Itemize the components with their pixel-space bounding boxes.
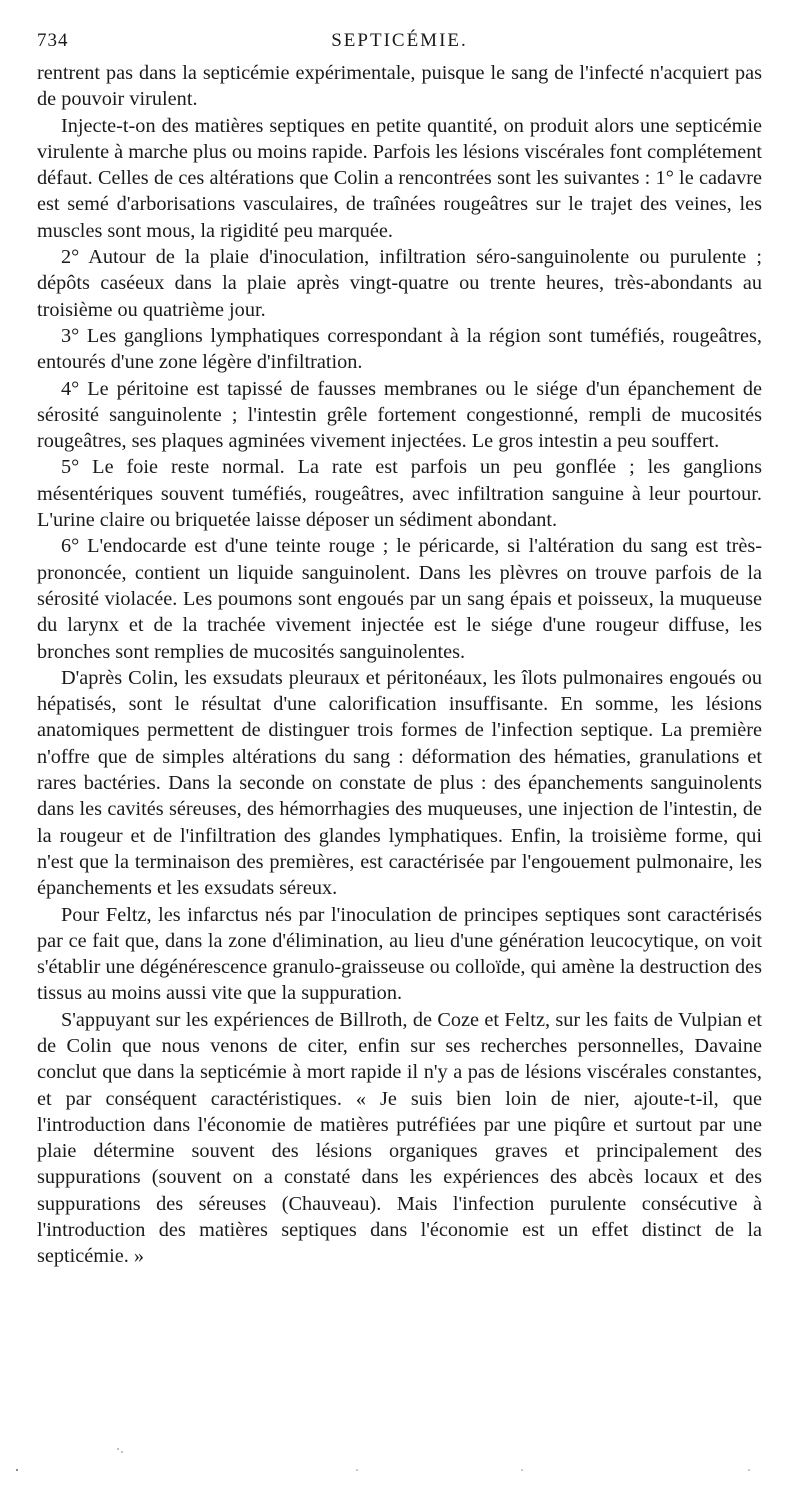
paragraph-virulent-septicemia: Injecte-t-on des matières septiques en petite quantité, on produit alors une septicémie virulente à marche plus ou moins rapide. Parfois les lésions viscérales font complétement défaut. Celles de ces altérations que Colin a rencontrées sont les suivantes : 1° le cadavre est semé d'arborisations vasculaires, de traînées rougeâtres sur le trajet des veines, les muscles sont mous, la rigidité peu marquée. <box>37 114 762 242</box>
paragraph-feltz: Pour Feltz, les infarctus nés par l'inoculation de principes septiques sont caractérisés par ce fait que, dans la zone d'élimination, au lieu d'une génération leucocytique, on voit s'établir une dégénérescence granulo-graisseuse ou colloïde, qui amène la destruction des tissus au moins aussi vite que la suppuration. <box>37 903 762 1005</box>
paragraph-lesion-2: 2° Autour de la plaie d'inoculation, infiltration séro-sanguinolente ou purulente ; dépôts caséeux dans la plaie après vingt-quatre ou trente heures, très-abondants au troisième ou quatrième jour. <box>37 246 762 321</box>
running-title: SEPTICÉMIE. <box>331 30 468 51</box>
body-text <box>37 60 762 1270</box>
paragraph-continuation: rentrent pas dans la septicémie expérimentale, puisque le sang de l'infecté n'acquiert pas de pouvoir virulent. <box>37 62 762 111</box>
scan-specks <box>0 1440 800 1480</box>
paragraph-lesion-3: 3° Les ganglions lymphatiques correspondant à la région sont tuméfiés, rougeâtres, entourés d'une zone légère d'infiltration. <box>37 324 762 374</box>
running-head <box>37 30 762 60</box>
paragraph-davaine: S'appuyant sur les expériences de Billroth, de Coze et Feltz, sur les faits de Vulpian et de Colin que nous venons de citer, enfin sur ses recherches personnelles, Davaine conclut que dans la septicémie à mort rapide il n'y a pas de lésions viscérales constantes, et par conséquent caractéristiques. « Je suis bien loin de nier, ajoute-t-il, que l'introduction dans l'économie de matières putréfiées par une piqûre et surtout par une plaie détermine souvent des lésions organiques graves et principalement des suppurations (souvent on a constaté dans les expériences des abcès locaux et des suppurations des séreuses (Chauveau). Mais l'infection purulente consécutive à l'introduction des matières septiques dans l'économie est un effet distinct de la septicémie. » <box>37 1008 762 1268</box>
paragraph-lesion-5: 5° Le foie reste normal. La rate est parfois un peu gonflée ; les ganglions mésentériques souvent tuméfiés, rougeâtres, avec infiltration sanguine à leur pourtour. L'urine claire ou briquetée laisse déposer un sédiment abondant. <box>37 456 762 532</box>
paragraph-lesion-4: 4° Le péritoine est tapissé de fausses membranes ou le siége d'un épanchement de sérosité sanguinolente ; l'intestin grêle fortement congestionné, rempli de mucosités rougeâtres, ses plaques agminées vivement injectées. Le gros intestin a peu souffert. <box>37 377 762 453</box>
paragraph-lesion-6: 6° L'endocarde est d'une teinte rouge ; le péricarde, si l'altération du sang est très-prononcée, contient un liquide sanguinolent. Dans les plèvres on trouve parfois de la sérosité violacée. Les poumons sont engoués par un sang épais et poisseux, la muqueuse du larynx et de la trachée vivement injectée est le siége d'une rougeur diffuse, les bronches sont remplies de mucosités sanguinolentes. <box>37 535 762 663</box>
book-page <box>37 30 762 1270</box>
paragraph-colin: D'après Colin, les exsudats pleuraux et péritonéaux, les îlots pulmonaires engoués ou hépatisés, sont le résultat d'une calorification insuffisante. En somme, les lésions anatomiques permettent de distinguer trois formes de l'infection septique. La première n'offre que de simples altérations du sang : déformation des hématies, granulations et rares bactéries. Dans la seconde on constate de plus : des épanchements sanguinolents dans les cavités séreuses, des hémorrhagies des muqueuses, une injection de l'intestin, de la rougeur et de l'infiltration des glandes lymphatiques. Enfin, la troisième forme, qui n'est que la terminaison des premières, est caractérisée par l'engouement pulmonaire, les épanchements et les exsudats séreux. <box>37 666 762 900</box>
page-number: 734 <box>37 30 69 51</box>
